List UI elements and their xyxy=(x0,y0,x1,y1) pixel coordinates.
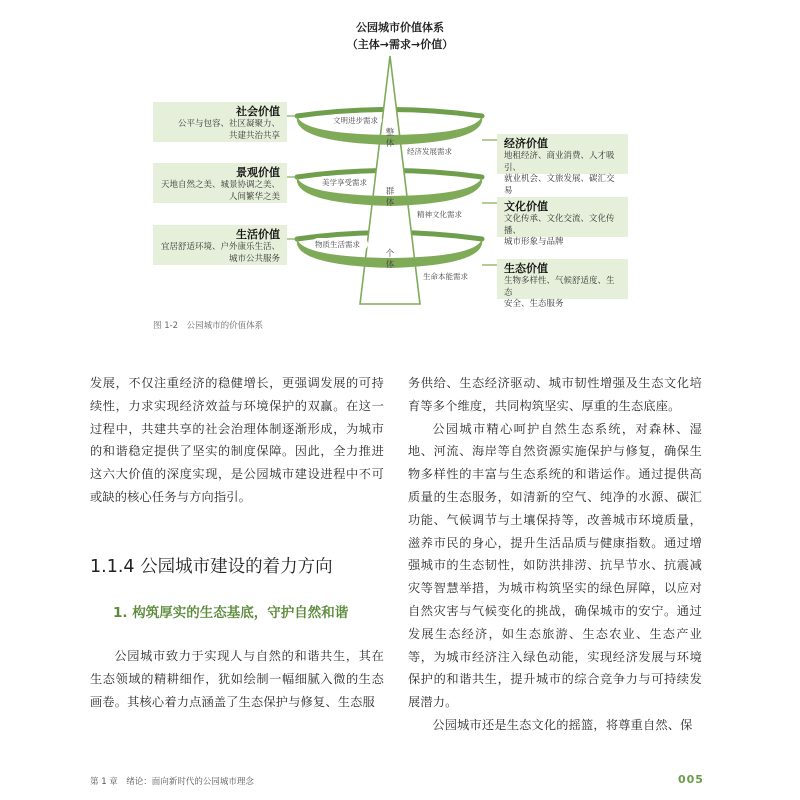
need-label-instinct: 生命本能需求 xyxy=(423,272,468,281)
value-title: 社会价值 xyxy=(236,105,280,118)
value-box-landscape xyxy=(153,163,287,203)
value-desc-line: 人间繁华之美 xyxy=(228,191,280,202)
value-box-economic xyxy=(497,134,628,196)
need-label-civilization: 文明进步需求 xyxy=(333,116,378,125)
value-title: 生态价值 xyxy=(504,262,548,275)
paragraph: 务供给、生态经济驱动、城市韧性增强及生态文化培育等多个维度，共同构筑坚实、厚重的生态底座。 xyxy=(408,376,702,413)
need-label-economic: 经济发展需求 xyxy=(407,147,452,156)
value-box-social xyxy=(153,102,287,142)
figure-title: 公园城市价值体系 xyxy=(356,21,444,34)
subject-group: 群体 xyxy=(385,187,395,208)
figure-subtitle: （主体→需求→价值） xyxy=(346,38,454,51)
value-desc-line: 天地自然之美、城景协调之美、 xyxy=(160,180,280,190)
paragraph: 公园城市还是生态文化的摇篮，将尊重自然、保 xyxy=(432,717,693,732)
right-column xyxy=(408,372,702,737)
value-title: 生活价值 xyxy=(236,228,280,241)
paragraph: 公园城市致力于实现人与自然的和谐共生，其在生态领域的精耕细作，犹如绘制一幅细腻入微的生态画卷。其核心着力点涵盖了生态保护与修复、生态服 xyxy=(90,649,384,709)
paragraph: 发展，不仅注重经济的稳健增长，更强调发展的可持续性，力求实现经济效益与环境保护的双赢。在这一过程中，共建共享的社会治理体制逐渐形成，为城市的和谐稳定提供了坚实的制度保障。因此，全力推进这六大价值的深度实现，是公园城市建设进程中不可或缺的核心任务与方向指引。 xyxy=(90,376,384,504)
value-desc-line: 城市公共服务 xyxy=(228,253,280,264)
value-desc-line: 生物多样性、气候舒适度、生态 xyxy=(504,276,615,298)
value-title: 景观价值 xyxy=(236,166,280,179)
value-desc-line: 宜居舒适环境、户外康乐生活、 xyxy=(160,242,280,252)
value-desc-line: 城市形象与品牌 xyxy=(504,237,564,247)
value-desc-line: 文化传承、文化交流、文化传播、 xyxy=(504,214,615,236)
paragraph: 公园城市精心呵护自然生态系统，对森林、湿地、河流、海岸等自然资源实施保护与修复，确保生物多样性的丰富与生态系统的和谐运作。通过提供高质量的生态服务，如清新的空气、纯净的水源、碳汇功能、气候调节与土壤保持等，改善城市环境质量，滋养市民的身心，提升生活品质与健康指数。通过增强城市的生态韧性，如防洪排涝、抗旱节水、抗震减灾等智慧举措，为城市构筑坚实的绿色屏障，以应对自然灾害与气候变化的挑战，确保城市的安宁。通过发展生态经济，如生态旅游、生态农业、生态产业等，为城市经济注入绿色动能，实现经济发展与环境保护的和谐共生，提升城市的综合竞争力与可持续发展潜力。 xyxy=(408,421,702,710)
subsection-heading: 1. 构筑厚实的生态基底，守护自然和谐 xyxy=(113,605,349,621)
left-column xyxy=(90,372,384,509)
value-desc-line: 安全、生态服务 xyxy=(504,299,564,309)
section-heading: 1.1.4 公园城市建设的着力方向 xyxy=(90,557,333,577)
left-column-lower xyxy=(90,645,384,713)
value-box-ecological xyxy=(497,259,628,309)
value-title: 经济价值 xyxy=(504,137,548,150)
need-label-material: 物质生活需求 xyxy=(315,240,360,249)
value-desc-line: 地租经济、商业消费、人才吸引、 xyxy=(504,151,615,173)
value-title: 文化价值 xyxy=(504,200,548,213)
value-desc-line: 共建共治共享 xyxy=(228,130,280,141)
subject-whole: 整体 xyxy=(385,128,395,149)
value-desc-line: 公平与包容、社区凝聚力、 xyxy=(177,119,280,129)
value-box-life xyxy=(153,225,287,265)
running-footer: 第 1 章 绪论：面向新时代的公园城市理念 xyxy=(90,777,254,787)
value-desc-line: 就业机会、文旅发展、碳汇交易 xyxy=(504,174,615,196)
need-label-spiritual: 精神文化需求 xyxy=(417,210,462,219)
figure-caption: 图 1-2 公园城市的价值体系 xyxy=(153,321,264,331)
need-label-aesthetic: 美学享受需求 xyxy=(322,178,367,187)
value-box-cultural xyxy=(497,197,628,247)
page-number: 005 xyxy=(678,773,704,786)
subject-individual: 个体 xyxy=(385,249,395,270)
value-system-diagram xyxy=(0,0,800,340)
